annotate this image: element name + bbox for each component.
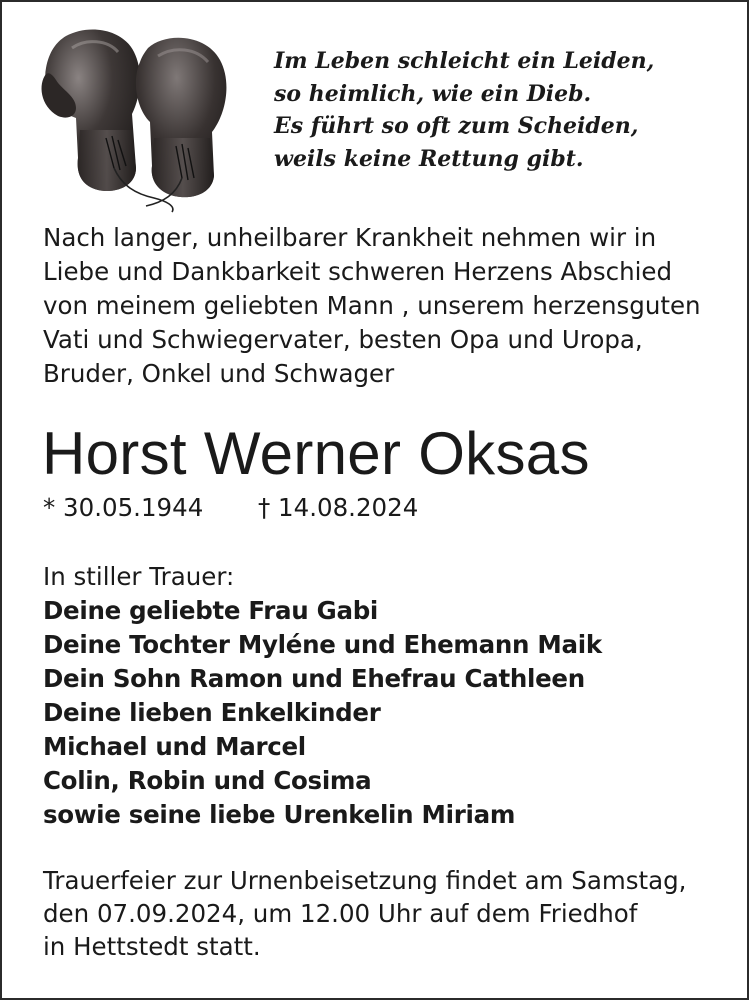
poem-line: Im Leben schleicht ein Leiden, [274,48,655,74]
mourner: Michael und Marcel [43,732,306,761]
service-line: den 07.09.2024, um 12.00 Uhr auf dem Friedhof [43,899,638,928]
life-dates [43,492,723,524]
poem-line: weils keine Rettung gibt. [274,145,584,172]
service-info [43,864,733,963]
mourner: Dein Sohn Ramon und Ehefrau Cathleen [43,664,585,693]
mourners-list [43,560,733,832]
poem-line: so heimlich, wie ein Dieb. [274,80,592,107]
announcement-line: Vati und Schwiegervater, besten Opa und Uropa, [43,325,643,354]
mourner: Deine lieben Enkelkinder [43,698,381,727]
poem-line: Es führt so oft zum Scheiden, [274,113,639,139]
poem [274,45,714,175]
mourner: Deine geliebte Frau Gabi [43,596,379,625]
mourner: sowie seine liebe Urenkelin Miriam [43,800,516,829]
birth-date: * 30.05.1944 [43,493,204,522]
mourner: Deine Tochter Myléne und Ehemann Maik [43,630,602,659]
deceased-name: Horst Werner Oksas [42,420,590,487]
announcement-line: Liebe und Dankbarkeit schweren Herzens Abschied [43,257,673,286]
service-line: in Hettstedt statt. [43,932,261,961]
announcement-line: Nach langer, unheilbarer Krankheit nehmen wir in [43,223,657,252]
mourner: Colin, Robin und Cosima [43,766,372,795]
service-line: Trauerfeier zur Urnenbeisetzung findet am Samstag, [43,866,687,895]
announcement-line: Bruder, Onkel und Schwager [43,359,395,388]
boxing-gloves-icon [36,18,232,216]
announcement-line: von meinem geliebten Mann , unserem herzensguten [43,291,701,320]
mourners-heading: In stiller Trauer: [43,562,235,591]
announcement-text [43,221,723,391]
death-date: † 14.08.2024 [258,493,419,522]
